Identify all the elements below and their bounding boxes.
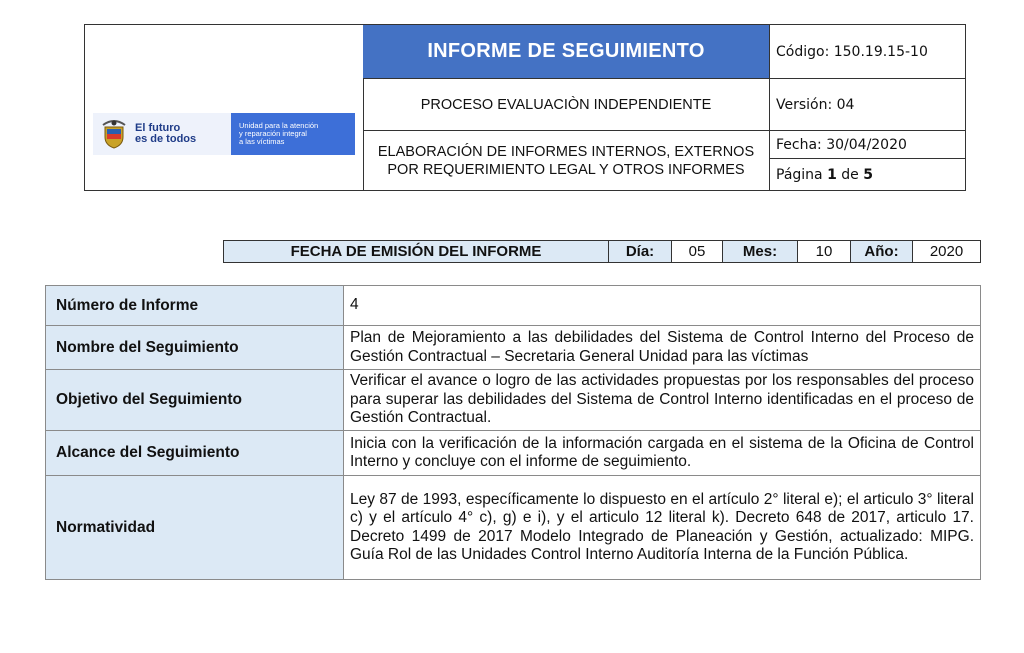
scope-label: Alcance del Seguimiento bbox=[46, 431, 344, 476]
table-row bbox=[46, 370, 981, 431]
page-of: de bbox=[836, 166, 864, 183]
emission-date-label: FECHA DE EMISIÓN DEL INFORME bbox=[224, 241, 609, 262]
document-header bbox=[84, 24, 966, 191]
day-label: Día: bbox=[609, 241, 672, 262]
year-value: 2020 bbox=[929, 243, 964, 260]
unit-line-2: y reparación integral bbox=[239, 129, 307, 138]
page-label: Página bbox=[776, 166, 828, 183]
month-label: Mes: bbox=[723, 241, 798, 262]
page-total: 5 bbox=[863, 166, 873, 183]
regulations-value: Ley 87 de 1993, específicamente lo dispuesto en el artículo 2° literal e); el articulo 3° literal c) y el artículo 4° c), g) e i), y el articulo 12 literal k). Decreto 648 de 2017, articulo 17. Decreto 1499 de 2017 Modelo Integrado de Planeación y Gestión, actualizado: MIPG. Guía Rol de las Unidades Control Interno Auditoría Interna de la Función Pública. bbox=[344, 476, 981, 580]
table-row bbox=[46, 476, 981, 580]
report-title: INFORME DE SEGUIMIENTO bbox=[427, 40, 705, 62]
report-number-label: Número de Informe bbox=[46, 286, 344, 326]
report-title-cell bbox=[363, 25, 770, 79]
document-date: Fecha: 30/04/2020 bbox=[770, 131, 965, 159]
institution-logo bbox=[93, 113, 355, 155]
government-logo bbox=[93, 113, 231, 155]
month-value: 10 bbox=[798, 241, 851, 262]
logo-line-2: es de todos bbox=[135, 133, 197, 145]
subprocess-name: ELABORACIÓN DE INFORMES INTERNOS, EXTERNOS POR REQUERIMIENTO LEGAL Y OTROS INFORMES bbox=[363, 131, 770, 190]
table-row bbox=[46, 431, 981, 476]
report-info-table bbox=[45, 285, 981, 580]
table-row bbox=[46, 326, 981, 370]
day-value: 05 bbox=[672, 241, 723, 262]
objective-label: Objetivo del Seguimiento bbox=[46, 370, 344, 431]
coat-of-arms-icon bbox=[101, 119, 127, 149]
page-current: 1 bbox=[827, 166, 837, 183]
logo-line-1: El futuro bbox=[135, 122, 181, 134]
objective-value: Verificar el avance o logro de las actividades propuestas por los responsables del proceso para superar las debilidades del Sistema de Control Interno identificadas en el proceso de Gestión Contractual. bbox=[344, 370, 981, 431]
tracking-name-value: Plan de Mejoramiento a las debilidades del Sistema de Control Interno del Proceso de Gestión Contractual – Secretaria General Unidad para las víctimas bbox=[344, 326, 981, 370]
logo-cell bbox=[85, 25, 364, 190]
scope-value: Inicia con la verificación de la información cargada en el sistema de la Oficina de Control Interno y concluye con el informe de seguimiento. bbox=[344, 431, 981, 476]
table-row bbox=[46, 286, 981, 326]
year-label: Año: bbox=[851, 241, 913, 262]
tracking-name-label: Nombre del Seguimiento bbox=[46, 326, 344, 370]
document-code: Código: 150.19.15-10 bbox=[770, 25, 965, 79]
regulations-label: Normatividad bbox=[46, 476, 344, 580]
unit-logo bbox=[231, 113, 355, 155]
report-number-value: 4 bbox=[344, 286, 981, 326]
process-name: PROCESO EVALUACIÒN INDEPENDIENTE bbox=[363, 79, 770, 131]
document-version: Versión: 04 bbox=[770, 79, 965, 131]
unit-line-1: Unidad para la atención bbox=[239, 121, 319, 130]
unit-line-3: a las víctimas bbox=[239, 137, 285, 146]
emission-date-row bbox=[223, 240, 981, 263]
page-number bbox=[770, 159, 965, 190]
